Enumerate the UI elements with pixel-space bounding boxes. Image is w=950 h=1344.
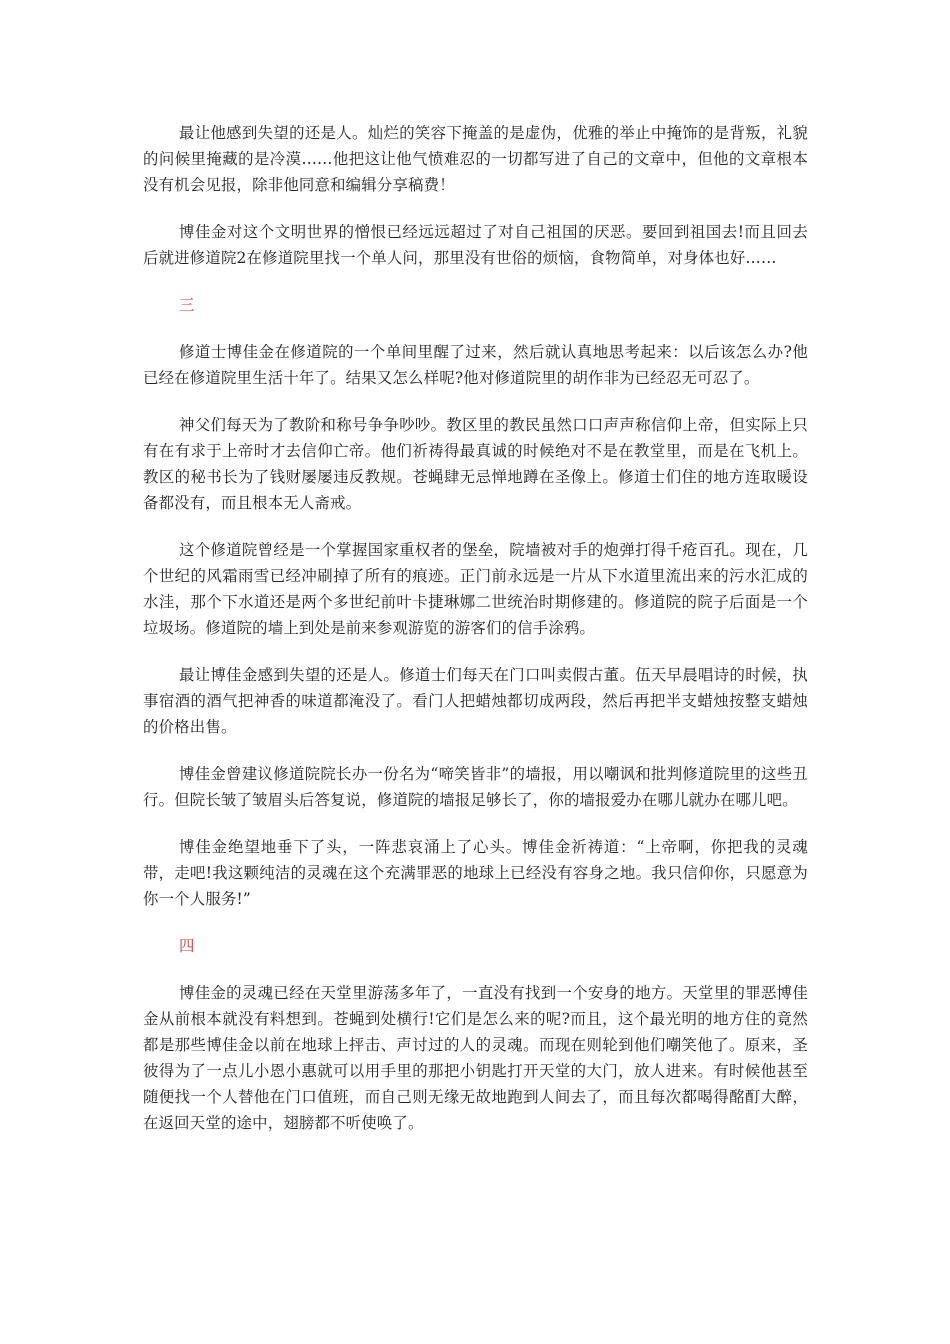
section-heading: 三 — [179, 296, 195, 314]
paragraph: 神父们每天为了教阶和称号争争吵吵。教区里的教民虽然口口声声称信仰上帝，但实际上只有在有求于上帝时才去信仰亡帝。他们祈祷得最真诚的时候绝对不是在教堂里，而是在飞机上。教区的秘书长为了钱财屡屡违反教规。苍蝇肆无忌惮地蹲在圣像上。修道士们住的地方连取暖设备都没有，而且根本无人斋戒。 — [143, 416, 808, 512]
paragraph: 最让博佳金感到失望的还是人。修道士们每天在门口叫卖假古董。伍天早晨唱诗的时候，执事宿酒的酒气把神香的味道都淹没了。看门人把蜡烛都切成两段，然后再把半支蜡烛按整支蜡烛的价格出售。 — [143, 666, 808, 736]
paragraph: 最让他感到失望的还是人。灿烂的笑容下掩盖的是虚伪，优雅的举止中掩饰的是背叛，礼貌的问候里掩藏的是冷漠……他把这让他气愤难忍的一切都写进了自己的文章中，但他的文章根本没有机会见报，除非他同意和编辑分享稿费！ — [143, 124, 808, 194]
paragraph: 博佳金对这个文明世界的憎恨已经远远超过了对自己祖国的厌恶。要回到祖国去!而且回去后就进修道院2在修道院里找一个单人问，那里没有世俗的烦恼，食物简单，对身体也好…… — [143, 223, 808, 267]
paragraph: 这个修道院曾经是一个掌握国家重权者的堡垒，院墙被对手的炮弹打得千疮百孔。现在，几个世纪的风霜雨雪已经冲刷掉了所有的痕迹。正门前永远是一片从下水道里流出来的污水汇成的水洼，那个下水道还是两个多世纪前叶卡捷琳娜二世统治时期修建的。修道院的院子后面是一个垃圾场。修道院的墙上到处是前来参观游览的游客们的信手涂鸦。 — [143, 541, 808, 637]
paragraph: 博佳金的灵魂已经在天堂里游荡多年了，一直没有找到一个安身的地方。天堂里的罪恶博佳金从前根本就没有料想到。苍蝇到处横行!它们是怎么来的呢?而且，这个最光明的地方住的竟然都是那些博佳金以前在地球上抨击、声讨过的人的灵魂。而现在则轮到他们嘲笑他了。原来，圣彼得为了一点儿小恩小惠就可以用手里的那把小钥匙打开天堂的大门，放人进来。有时候他甚至随便找一个人替他在门口值班，而自己则无缘无故地跑到人间去了，而且每次都喝得酩酊大醉，在返回天堂的途中，翅膀都不听使唤了。 — [143, 984, 808, 1132]
paragraph: 博佳金绝望地垂下了头，一阵悲哀涌上了心头。博佳金祈祷道：“上帝啊，你把我的灵魂带，走吧!我这颗纯洁的灵魂在这个充满罪恶的地球上已经没有容身之地。我只信仰你，只愿意为你一个人服务!” — [143, 838, 808, 908]
paragraph: 博佳金曾建议修道院院长办一份名为“啼笑皆非”的墙报，用以嘲讽和批判修道院里的这些丑行。但院长皱了皱眉头后答复说，修道院的墙报足够长了，你的墙报爱办在哪儿就办在哪儿吧。 — [143, 765, 808, 809]
paragraph: 修道士博佳金在修道院的一个单间里醒了过来，然后就认真地思考起来：以后该怎么办?他已经在修道院里生活十年了。结果又怎么样呢?他对修道院里的胡作非为已经忍无可忍了。 — [143, 343, 808, 387]
document-body — [143, 120, 808, 1157]
section-heading: 四 — [179, 937, 195, 955]
